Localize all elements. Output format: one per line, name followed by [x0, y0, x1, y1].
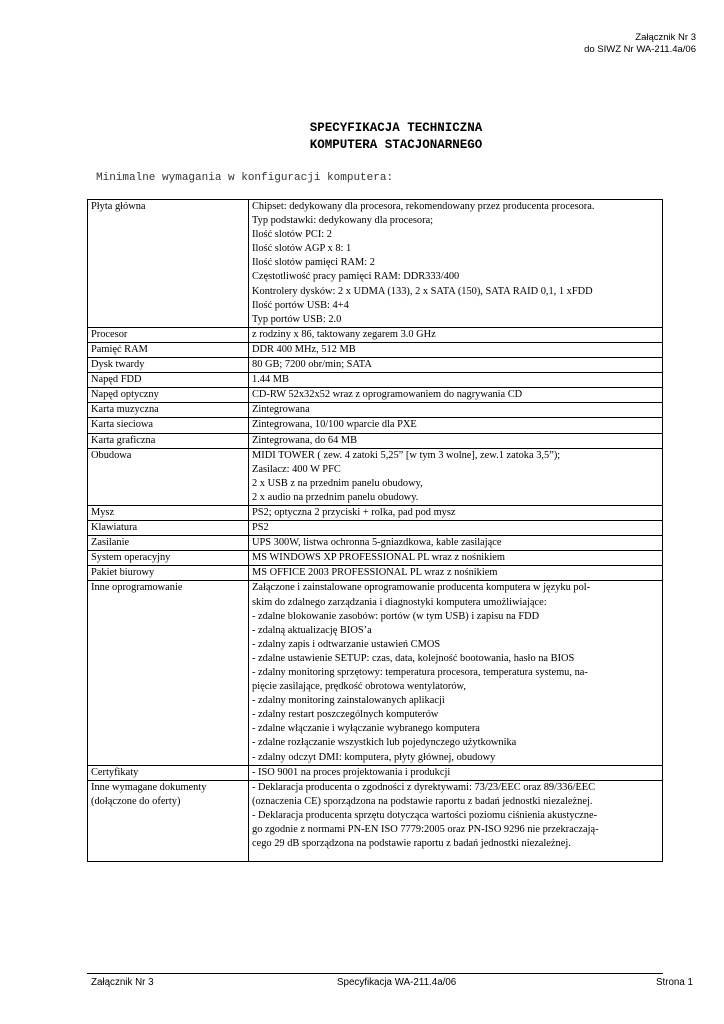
row-value: [249, 581, 663, 765]
label-line: Zasilanie: [91, 537, 130, 549]
value-line: - zdalny monitoring sprzętowy: temperatura procesora, temperatura systemu, na-: [252, 667, 588, 678]
label-line: Certyfikaty: [91, 766, 139, 778]
label-line: Karta muzyczna: [91, 404, 159, 416]
value-line: Ilość portów USB: 4+4: [252, 299, 349, 311]
table-row: [88, 536, 663, 551]
row-label: [88, 403, 249, 418]
value-line: - zdalne rozłączanie wszystkich lub pojedynczego użytkownika: [252, 737, 517, 749]
label-line: Procesor: [91, 328, 128, 340]
value-line: - zdalny monitoring zainstalowanych aplikacji: [252, 695, 445, 707]
row-label: [88, 780, 249, 861]
label-line: System operacyjny: [91, 552, 171, 564]
value-line: - zdalny restart poszczególnych komputerów: [252, 709, 439, 721]
value-line: - zdalne ustawienie SETUP: czas, data, kolejność bootowania, hasło na BIOS: [252, 652, 575, 664]
label-line: Dysk twardy: [91, 359, 145, 371]
value-line: MIDI TOWER ( zew. 4 zatoki 5,25” [w tym 3 wolne], zew.1 zatoka 3,5”);: [252, 449, 561, 461]
value-line: Zintegrowana: [252, 404, 310, 416]
row-label: [88, 505, 249, 520]
value-line: go zgodnie z normami PN-EN ISO 7779:2005 oraz PN-ISO 9296 nie przekraczają-: [252, 824, 599, 836]
value-line: - zdalny odczyt DMI: komputera, płyty głównej, obudowy: [252, 751, 496, 763]
row-label: [88, 581, 249, 765]
value-line: 1.44 MB: [252, 374, 289, 386]
value-line: - ISO 9001 na proces projektowania i produkcji: [252, 766, 451, 778]
value-line: pięcie zasilające, prędkość obrotowa wentylatorów,: [252, 681, 466, 693]
value-line: DDR 400 MHz, 512 MB: [252, 343, 356, 355]
label-line: Inne wymagane dokumenty: [91, 781, 207, 793]
value-line: Zasilacz: 400 W PFC: [252, 463, 341, 475]
row-label: [88, 448, 249, 505]
row-value: [249, 388, 663, 403]
table-row: [88, 433, 663, 448]
attachment-number: Załącznik Nr 3: [635, 32, 696, 43]
value-line: - zdalny zapis i odtwarzanie ustawień CMOS: [252, 638, 441, 650]
value-line: PS2; optyczna 2 przyciski + rolka, pad pod mysz: [252, 506, 456, 518]
page-footer: [87, 973, 693, 988]
table-row: [88, 521, 663, 536]
value-line: 80 GB; 7200 obr/min; SATA: [252, 359, 372, 371]
spec-table-body: [88, 200, 663, 862]
value-line: UPS 300W, listwa ochronna 5-gniazdkowa, kable zasilające: [252, 537, 502, 549]
table-row: [88, 551, 663, 566]
row-label: [88, 765, 249, 780]
row-value: [249, 551, 663, 566]
row-value: [249, 448, 663, 505]
row-value: [249, 418, 663, 433]
row-value: [249, 358, 663, 373]
row-label: [88, 327, 249, 342]
value-line: Typ portów USB: 2.0: [252, 313, 342, 325]
table-row: [88, 200, 663, 328]
value-line: - Deklaracja producenta sprzętu dotycząca wartości poziomu ciśnienia akustyczne-: [252, 809, 598, 821]
label-line: Karta graficzna: [91, 434, 156, 446]
row-label: [88, 358, 249, 373]
table-row: [88, 448, 663, 505]
value-line: Typ podstawki: dedykowany dla procesora;: [252, 215, 434, 227]
row-label: [88, 551, 249, 566]
value-line: Częstotliwość pracy pamięci RAM: DDR333/400: [252, 271, 460, 283]
value-line: Załączone i zainstalowane oprogramowanie producenta komputera w języku pol-: [252, 582, 591, 594]
value-line: MS OFFICE 2003 PROFESSIONAL PL wraz z nośnikiem: [252, 567, 498, 579]
table-row: [88, 342, 663, 357]
row-label: [88, 200, 249, 328]
value-line: Ilość slotów AGP x 8: 1: [252, 243, 352, 255]
label-line: Klawiatura: [91, 522, 138, 534]
row-value: [249, 200, 663, 328]
label-line: Karta sieciowa: [91, 419, 154, 431]
footer-page-number: Strona 1: [655, 977, 693, 988]
attachment-reference: do SIWZ Nr WA-211.4a/06: [584, 44, 696, 55]
row-value: [249, 403, 663, 418]
value-line: 2 x audio na przednim panelu obudowy.: [252, 491, 419, 503]
table-row: [88, 373, 663, 388]
value-line: cego 29 dB sporządzona na podstawie raportu z badań jednostki niezależnej.: [252, 838, 571, 850]
value-line: Chipset: dedykowany dla procesora, rekomendowany przez producenta procesora.: [252, 201, 595, 212]
label-line: Mysz: [91, 506, 115, 518]
table-row: [88, 566, 663, 581]
value-line: PS2: [252, 522, 269, 534]
table-row: [88, 358, 663, 373]
footer-spec-ref: Specyfikacja WA-211.4a/06: [337, 977, 457, 988]
attachment-header: [584, 32, 696, 56]
row-label: [88, 521, 249, 536]
label-line: Obudowa: [91, 449, 132, 461]
table-row: [88, 403, 663, 418]
row-value: [249, 566, 663, 581]
table-row: [88, 780, 663, 861]
value-line: CD-RW 52x32x52 wraz z oprogramowaniem do nagrywania CD: [252, 389, 523, 401]
value-line: - Deklaracja producenta o zgodności z dyrektywami: 73/23/EEC oraz 89/336/EEC: [252, 781, 596, 793]
label-line: Napęd FDD: [91, 374, 142, 386]
row-value: [249, 521, 663, 536]
label-line: Płyta główna: [91, 201, 146, 212]
label-line: (dołączone do oferty): [91, 795, 181, 807]
value-line: z rodziny x 86, taktowany zegarem 3.0 GHz: [252, 328, 436, 340]
value-line: (oznaczenia CE) sporządzona na podstawie raportu z badań jednostki niezależnej.: [252, 795, 593, 807]
title-line-2: KOMPUTERA STACJONARNEGO: [309, 138, 483, 152]
row-label: [88, 418, 249, 433]
table-row: [88, 581, 663, 765]
row-value: [249, 780, 663, 861]
row-label: [88, 433, 249, 448]
value-line: Zintegrowana, 10/100 wparcie dla PXE: [252, 419, 417, 431]
value-line: Ilość slotów pamięci RAM: 2: [252, 257, 375, 269]
value-line: - zdalne włączanie i wyłączanie wybranego komputera: [252, 723, 480, 735]
row-label: [88, 342, 249, 357]
row-label: [88, 373, 249, 388]
table-row: [88, 418, 663, 433]
label-line: Pamięć RAM: [91, 343, 148, 355]
label-line: Inne oprogramowanie: [91, 582, 183, 594]
value-line: Zintegrowana, do 64 MB: [252, 434, 358, 446]
table-row: [88, 765, 663, 780]
row-value: [249, 765, 663, 780]
value-line: MS WINDOWS XP PROFESSIONAL PL wraz z nośnikiem: [252, 552, 505, 564]
value-line: Kontrolery dysków: 2 x UDMA (133), 2 x SATA (150), SATA RAID 0,1, 1 xFDD: [252, 285, 593, 297]
label-line: Napęd optyczny: [91, 389, 159, 401]
footer-attachment: Załącznik Nr 3: [91, 977, 154, 988]
row-label: [88, 566, 249, 581]
value-line: skim do zdalnego zarządzania i diagnostyki komputera umożliwiające:: [252, 596, 547, 608]
row-label: [88, 388, 249, 403]
value-line: - zdalną aktualizację BIOS’a: [252, 624, 372, 636]
document-title: [0, 120, 724, 154]
row-value: [249, 433, 663, 448]
row-value: [249, 505, 663, 520]
value-line: Ilość slotów PCI: 2: [252, 229, 332, 241]
table-row: [88, 327, 663, 342]
value-line: 2 x USB z na przednim panelu obudowy,: [252, 477, 423, 489]
intro-text: Minimalne wymagania w konfiguracji komputera:: [96, 172, 394, 184]
value-line: - zdalne blokowanie zasobów: portów (w tym USB) i zapisu na FDD: [252, 610, 540, 622]
spec-table: [87, 199, 663, 862]
table-row: [88, 388, 663, 403]
row-label: [88, 536, 249, 551]
title-line-1: SPECYFIKACJA TECHNICZNA: [309, 121, 483, 135]
label-line: Pakiet biurowy: [91, 567, 155, 579]
row-value: [249, 373, 663, 388]
row-value: [249, 536, 663, 551]
table-row: [88, 505, 663, 520]
row-value: [249, 342, 663, 357]
row-value: [249, 327, 663, 342]
